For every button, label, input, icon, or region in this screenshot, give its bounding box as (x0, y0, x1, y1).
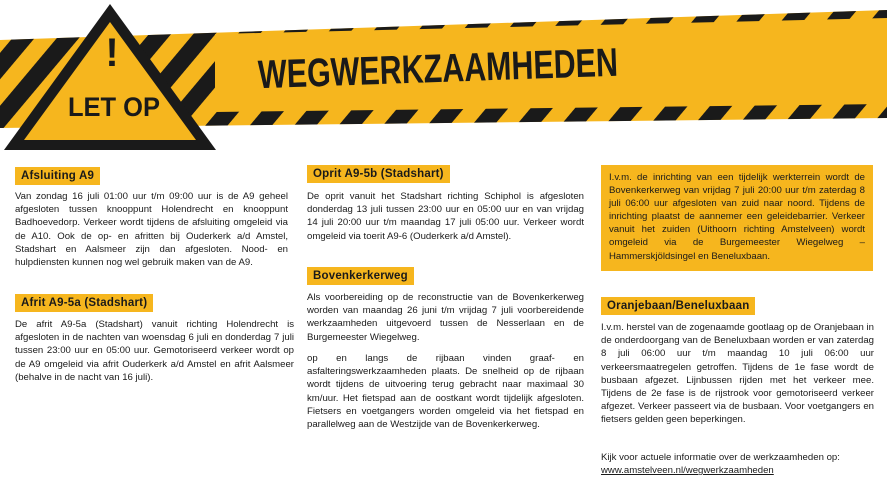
section-body-afsluiting-a9: Van zondag 16 juli 01:00 uur t/m 09:00 uur is de A9 geheel afgesloten tussen knooppunt Holendrecht en knooppunt Badhoevedorp. Verkeer wordt tijdens de afsluiting omgeleid via de A10. Ook de op- en afritten bij Ouderkerk a/d Amstel, Stadshart en Aalsmeer zijn dan afgesloten. Nood- en hulpdiensten kunnen nog wel gebruik maken van de A9. (15, 191, 288, 269)
section-title-oranjebaan-beneluxbaan: Oranjebaan/Beneluxbaan (601, 297, 755, 315)
website-link[interactable]: www.amstelveen.nl/wegwerkzaamheden (601, 465, 774, 477)
section-body-bovenkerkerweg-details: op en langs de rijbaan vinden graaf- en asfalteringswerkzaamheden plaats. De snelheid op de rijbaan wordt tijdens de uitvoering terug gebracht naar maximaal 30 km/uur. Het fietspad aan de oostkant wordt tijdelijk afgesloten. Fietsers en voetgangers worden omgeleid via het fietspad en parallelweg aan de Westzijde van de Bovenkerkerweg. (307, 353, 584, 431)
section-title-afsluiting-a9: Afsluiting A9 (15, 167, 100, 185)
warning-banner (0, 0, 887, 150)
banner-headline: WEGWERKZAAMHEDEN (257, 36, 732, 98)
let-op-label: LET OP (68, 92, 160, 122)
section-title-afrit-a9-5a: Afrit A9-5a (Stadshart) (15, 294, 153, 312)
section-body-afrit-a9-5a: De afrit A9-5a (Stadshart) vanuit richting Holendrecht is afgesloten in de nachten van woensdag 6 juli en donderdag 7 juli tussen 23:00 uur en 05:00 uur. Gemotoriseerd verkeer wordt op de A9 omgeleid via afrit Ouderkerk a/d Amstel en afrit Aalsmeer (behalve in de nacht van 16 juli). (15, 319, 294, 383)
warning-exclamation: ! (105, 31, 119, 75)
section-title-oprit-a9-5b: Oprit A9-5b (Stadshart) (307, 165, 450, 183)
section-body-bovenkerkerweg-intro: Als voorbereiding op de reconstructie van de Bovenkerkerweg worden van maandag 26 juni t/m vrijdag 7 juli voorbereidende werkzaamheden uitgevoerd tussen de Nesserlaan en de Burgemeester Wiegelweg. (307, 292, 584, 343)
section-body-oprit-a9-5b: De oprit vanuit het Stadshart richting Schiphol is afgesloten donderdag 13 juli tussen 23:00 uur en 05:00 uur en van vrijdag 14 juli 20:00 uur t/m maandag 17 juli 05:00 uur. Verkeer wordt omgeleid via toerit A9-6 (Ouderkerk a/d Amstel). (307, 191, 584, 242)
section-title-bovenkerkerweg: Bovenkerkerweg (307, 267, 414, 285)
info-text (601, 451, 877, 477)
notice-body: I.v.m. de inrichting van een tijdelijk werkterrein wordt de Bovenkerkerweg van vrijdag 7 juli 20:00 uur t/m zaterdag 8 juli 06:00 uur afgesloten van zuid naar noord. Tijdens de inrichting plaatst de aannemer een geleidebarrier. Verkeer vanuit het zuiden (Uithoorn richting Amstelveen) wordt omgeleid via de Burgemeester Wiegelweg – Hammerskjöldsingel en Beneluxbaan. (609, 172, 865, 262)
notice-box-bovenkerkerweg (601, 165, 873, 271)
section-body-oranjebaan-beneluxbaan: I.v.m. herstel van de zogenaamde gootlaag op de Oranjebaan in de onderdoorgang van de Beneluxbaan worden er van zaterdag 8 juli 06:00 uur t/m maandag 10 juli 06:00 uur verkeersmaatregelen getroffen. Tijdens de 1e fase wordt de busbaan afgezet. Lijnbussen rijden met het verkeer mee. Tijdens de 2e fase is de rijstrook voor gemotoriseerd verkeer afgezet. Verkeer passeert via de busbaan. Voor voetgangers en fietsers gelden geen beperkingen. (601, 322, 874, 426)
info-text-line: Kijk voor actuele informatie over de werkzaamheden op: (601, 452, 840, 463)
